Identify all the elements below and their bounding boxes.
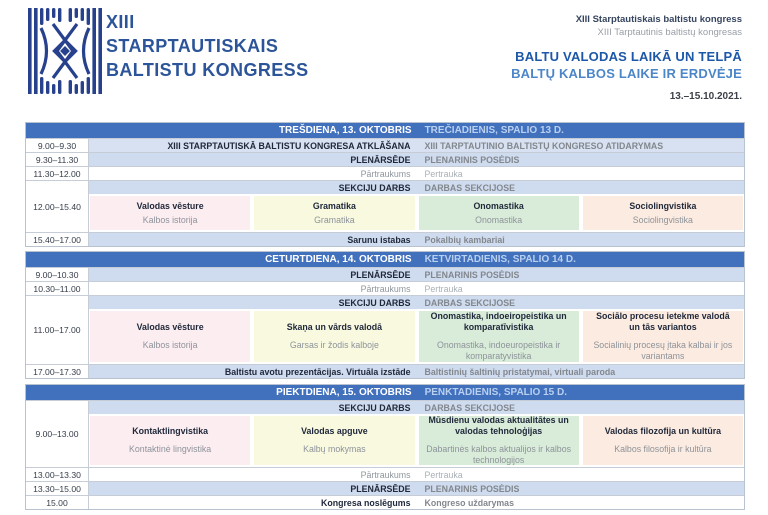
section-title-lt: Socialinių procesų įtaka kalbai ir jos variantams: [593, 340, 733, 361]
time-cell: 12.00–15.40: [26, 181, 89, 232]
section-cell-pink: [90, 416, 250, 465]
section-title-lt: Kalbos istorija: [142, 340, 198, 350]
section-title-lv: Valodas vēsture: [136, 200, 204, 211]
session-band: [89, 268, 744, 281]
congress-title: [106, 10, 308, 82]
section-cells: [89, 309, 744, 364]
schedule-row: [26, 364, 744, 378]
session-label-lt: Kongreso uždarymas: [424, 497, 514, 508]
congress-title-line-3: BALTISTU KONGRESS: [106, 60, 309, 80]
session-label-lv: PLENĀRSĒDE: [350, 269, 411, 280]
sections-block: [89, 296, 744, 364]
day-title-lv: CETURTDIENA, 14. OKTOBRIS: [265, 254, 412, 265]
day-header: [26, 123, 744, 138]
session-label-lt: XIII TARPTAUTINIO BALTISTŲ KONGRESO ATIDARYMAS: [424, 140, 664, 151]
day-header: [26, 252, 744, 267]
time-cell: 9.00–9.30: [26, 139, 89, 152]
congress-dates: 13.–15.10.2021.: [669, 91, 742, 102]
schedule-row: [26, 467, 744, 481]
congress-logo-icon: [28, 8, 102, 94]
session-band: [89, 282, 744, 295]
time-cell: 13.00–13.30: [26, 468, 89, 481]
sections-subheader: [89, 296, 744, 309]
session-label-lt: Pokalbių kambariai: [424, 234, 505, 245]
section-title-lt: Onomastika, indoeuropeistika ir komparatyvistika: [437, 340, 561, 361]
session-label-lv: Pārtraukums: [360, 469, 411, 480]
session-label-lv: Pārtraukums: [360, 168, 411, 179]
session-label-lt: PLENARINIS POSĖDIS: [424, 483, 520, 494]
time-cell: 9.30–11.30: [26, 153, 89, 166]
subheader-lv: SEKCIJU DARBS: [338, 297, 411, 308]
session-band: [89, 167, 744, 180]
section-title-lt: Kalbos filosofija ir kultūra: [614, 444, 712, 454]
section-title-lv: Skaņa un vārds valodā: [286, 322, 383, 333]
section-title-lt: Onomastika: [475, 214, 523, 225]
subheader-lt: DARBAS SEKCIJOSE: [424, 182, 515, 193]
schedule-row: [26, 400, 744, 467]
session-label-lv: PLENĀRSĒDE: [350, 483, 411, 494]
session-band: [89, 233, 744, 246]
session-band: [89, 468, 744, 481]
section-title-lt: Gramatika: [314, 214, 355, 225]
section-cell-pink: [90, 311, 250, 362]
time-cell: 13.30–15.00: [26, 482, 89, 495]
schedule-row: [26, 295, 744, 364]
subheader-lt: DARBAS SEKCIJOSE: [424, 402, 515, 413]
section-cells: [89, 194, 744, 232]
section-title-lv: Sociālo procesu ietekme valodā un tās variantos: [596, 311, 730, 333]
section-title-lv: Valodas vēsture: [136, 322, 204, 333]
schedule-row: [26, 138, 744, 152]
time-cell: 10.30–11.00: [26, 282, 89, 295]
time-cell: 17.00–17.30: [26, 365, 89, 378]
session-label-lt: Pertrauka: [424, 469, 463, 480]
section-title-lv: Onomastika: [473, 200, 524, 211]
congress-theme-lt: BALTŲ KALBOS LAIKE IR ERDVĖJE: [511, 66, 742, 81]
session-label-lt: PLENARINIS POSĖDIS: [424, 269, 520, 280]
section-cell-green: [419, 196, 579, 230]
section-cell-peach: [583, 416, 743, 465]
time-cell: 11.00–17.00: [26, 296, 89, 364]
section-title-lv: Onomastika, indoeiropeistika un komparatīvistika: [430, 311, 567, 333]
subheader-lv: SEKCIJU DARBS: [338, 182, 411, 193]
section-cells: [89, 414, 744, 467]
day-title-lt: KETVIRTADIENIS, SPALIO 14 D.: [424, 254, 576, 265]
day-header: [26, 385, 744, 400]
subheader-lv: SEKCIJU DARBS: [338, 402, 411, 413]
section-title-lv: Mūsdienu valodas aktualitātes un valodas tehnoloģijas: [428, 415, 569, 437]
section-title-lv: Kontaktlingvistika: [132, 426, 209, 437]
section-title-lt: Kalbos istorija: [142, 214, 198, 225]
schedule-row: [26, 166, 744, 180]
section-title-lv: Gramatika: [312, 200, 356, 211]
sections-subheader: [89, 181, 744, 194]
section-cell-yellow: [254, 311, 414, 362]
schedule-row: [26, 152, 744, 166]
session-label-lt: Pertrauka: [424, 283, 463, 294]
session-label-lt: Baltistinių šaltinių pristatymai, virtuali paroda: [424, 366, 616, 377]
sections-block: [89, 401, 744, 467]
day-title-lt: PENKTADIENIS, SPALIO 15 D.: [424, 387, 568, 398]
schedule-table-day-2: [25, 251, 745, 379]
session-band: [89, 482, 744, 495]
session-band: [89, 365, 744, 378]
schedule-row: [26, 232, 744, 246]
schedule-row: [26, 281, 744, 295]
schedule-row: [26, 180, 744, 232]
session-label-lv: XIII STARPTAUTISKĀ BALTISTU KONGRESA ATKLĀŠANA: [167, 140, 411, 151]
section-title-lv: Valodas filozofija un kultūra: [604, 426, 722, 437]
session-label-lt: PLENARINIS POSĖDIS: [424, 154, 520, 165]
congress-title-line-1: XIII: [106, 12, 135, 32]
session-label-lv: Kongresa noslēgums: [321, 497, 411, 508]
section-cell-green: [419, 416, 579, 465]
day-title-lv: PIEKTDIENA, 15. OKTOBRIS: [276, 387, 412, 398]
session-band: [89, 153, 744, 166]
congress-title-line-2: STARPTAUTISKAIS: [106, 36, 279, 56]
section-title-lv: Sociolingvistika: [629, 200, 697, 211]
session-label-lv: Pārtraukums: [360, 283, 411, 294]
session-label-lv: Baltistu avotu prezentācijas. Virtuāla izstāde: [224, 366, 411, 377]
section-title-lt: Garsas ir žodis kalboje: [289, 340, 379, 350]
sections-block: [89, 181, 744, 232]
sections-subheader: [89, 401, 744, 414]
schedule-table-day-3: [25, 384, 745, 510]
session-label-lv: PLENĀRSĒDE: [350, 154, 411, 165]
congress-name-lt: XIII Tarptautinis baltistų kongresas: [597, 27, 742, 38]
session-band: [89, 496, 744, 509]
section-cell-yellow: [254, 416, 414, 465]
session-label-lv: Sarunu istabas: [347, 234, 411, 245]
time-cell: 9.00–10.30: [26, 268, 89, 281]
schedule-row: [26, 481, 744, 495]
section-cell-yellow: [254, 196, 414, 230]
section-title-lt: Kontaktinė lingvistika: [129, 444, 212, 454]
schedule-table-day-1: [25, 122, 745, 247]
header-right-block: [511, 14, 742, 102]
day-title-lv: TREŠDIENA, 13. OKTOBRIS: [278, 125, 412, 136]
congress-name-lv: XIII Starptautiskais baltistu kongress: [575, 14, 742, 25]
session-band: [89, 139, 744, 152]
schedule-row: [26, 495, 744, 509]
section-title-lt: Sociolingvistika: [632, 214, 693, 225]
time-cell: 15.00: [26, 496, 89, 509]
section-title-lv: Valodas apguve: [301, 426, 368, 437]
section-cell-pink: [90, 196, 250, 230]
subheader-lt: DARBAS SEKCIJOSE: [424, 297, 515, 308]
time-cell: 9.00–13.00: [26, 401, 89, 467]
section-cell-peach: [583, 311, 743, 362]
time-cell: 11.30–12.00: [26, 167, 89, 180]
session-label-lt: Pertrauka: [424, 168, 463, 179]
day-title-lt: TREČIADIENIS, SPALIO 13 D.: [424, 125, 564, 136]
time-cell: 15.40–17.00: [26, 233, 89, 246]
congress-theme-lv: BALTU VALODAS LAIKĀ UN TELPĀ: [515, 49, 742, 64]
section-cell-peach: [583, 196, 743, 230]
section-title-lt: Kalbų mokymas: [303, 444, 366, 454]
section-cell-green: [419, 311, 579, 362]
schedule-row: [26, 267, 744, 281]
section-title-lt: Dabartinės kalbos aktualijos ir kalbos technologijos: [426, 444, 571, 465]
